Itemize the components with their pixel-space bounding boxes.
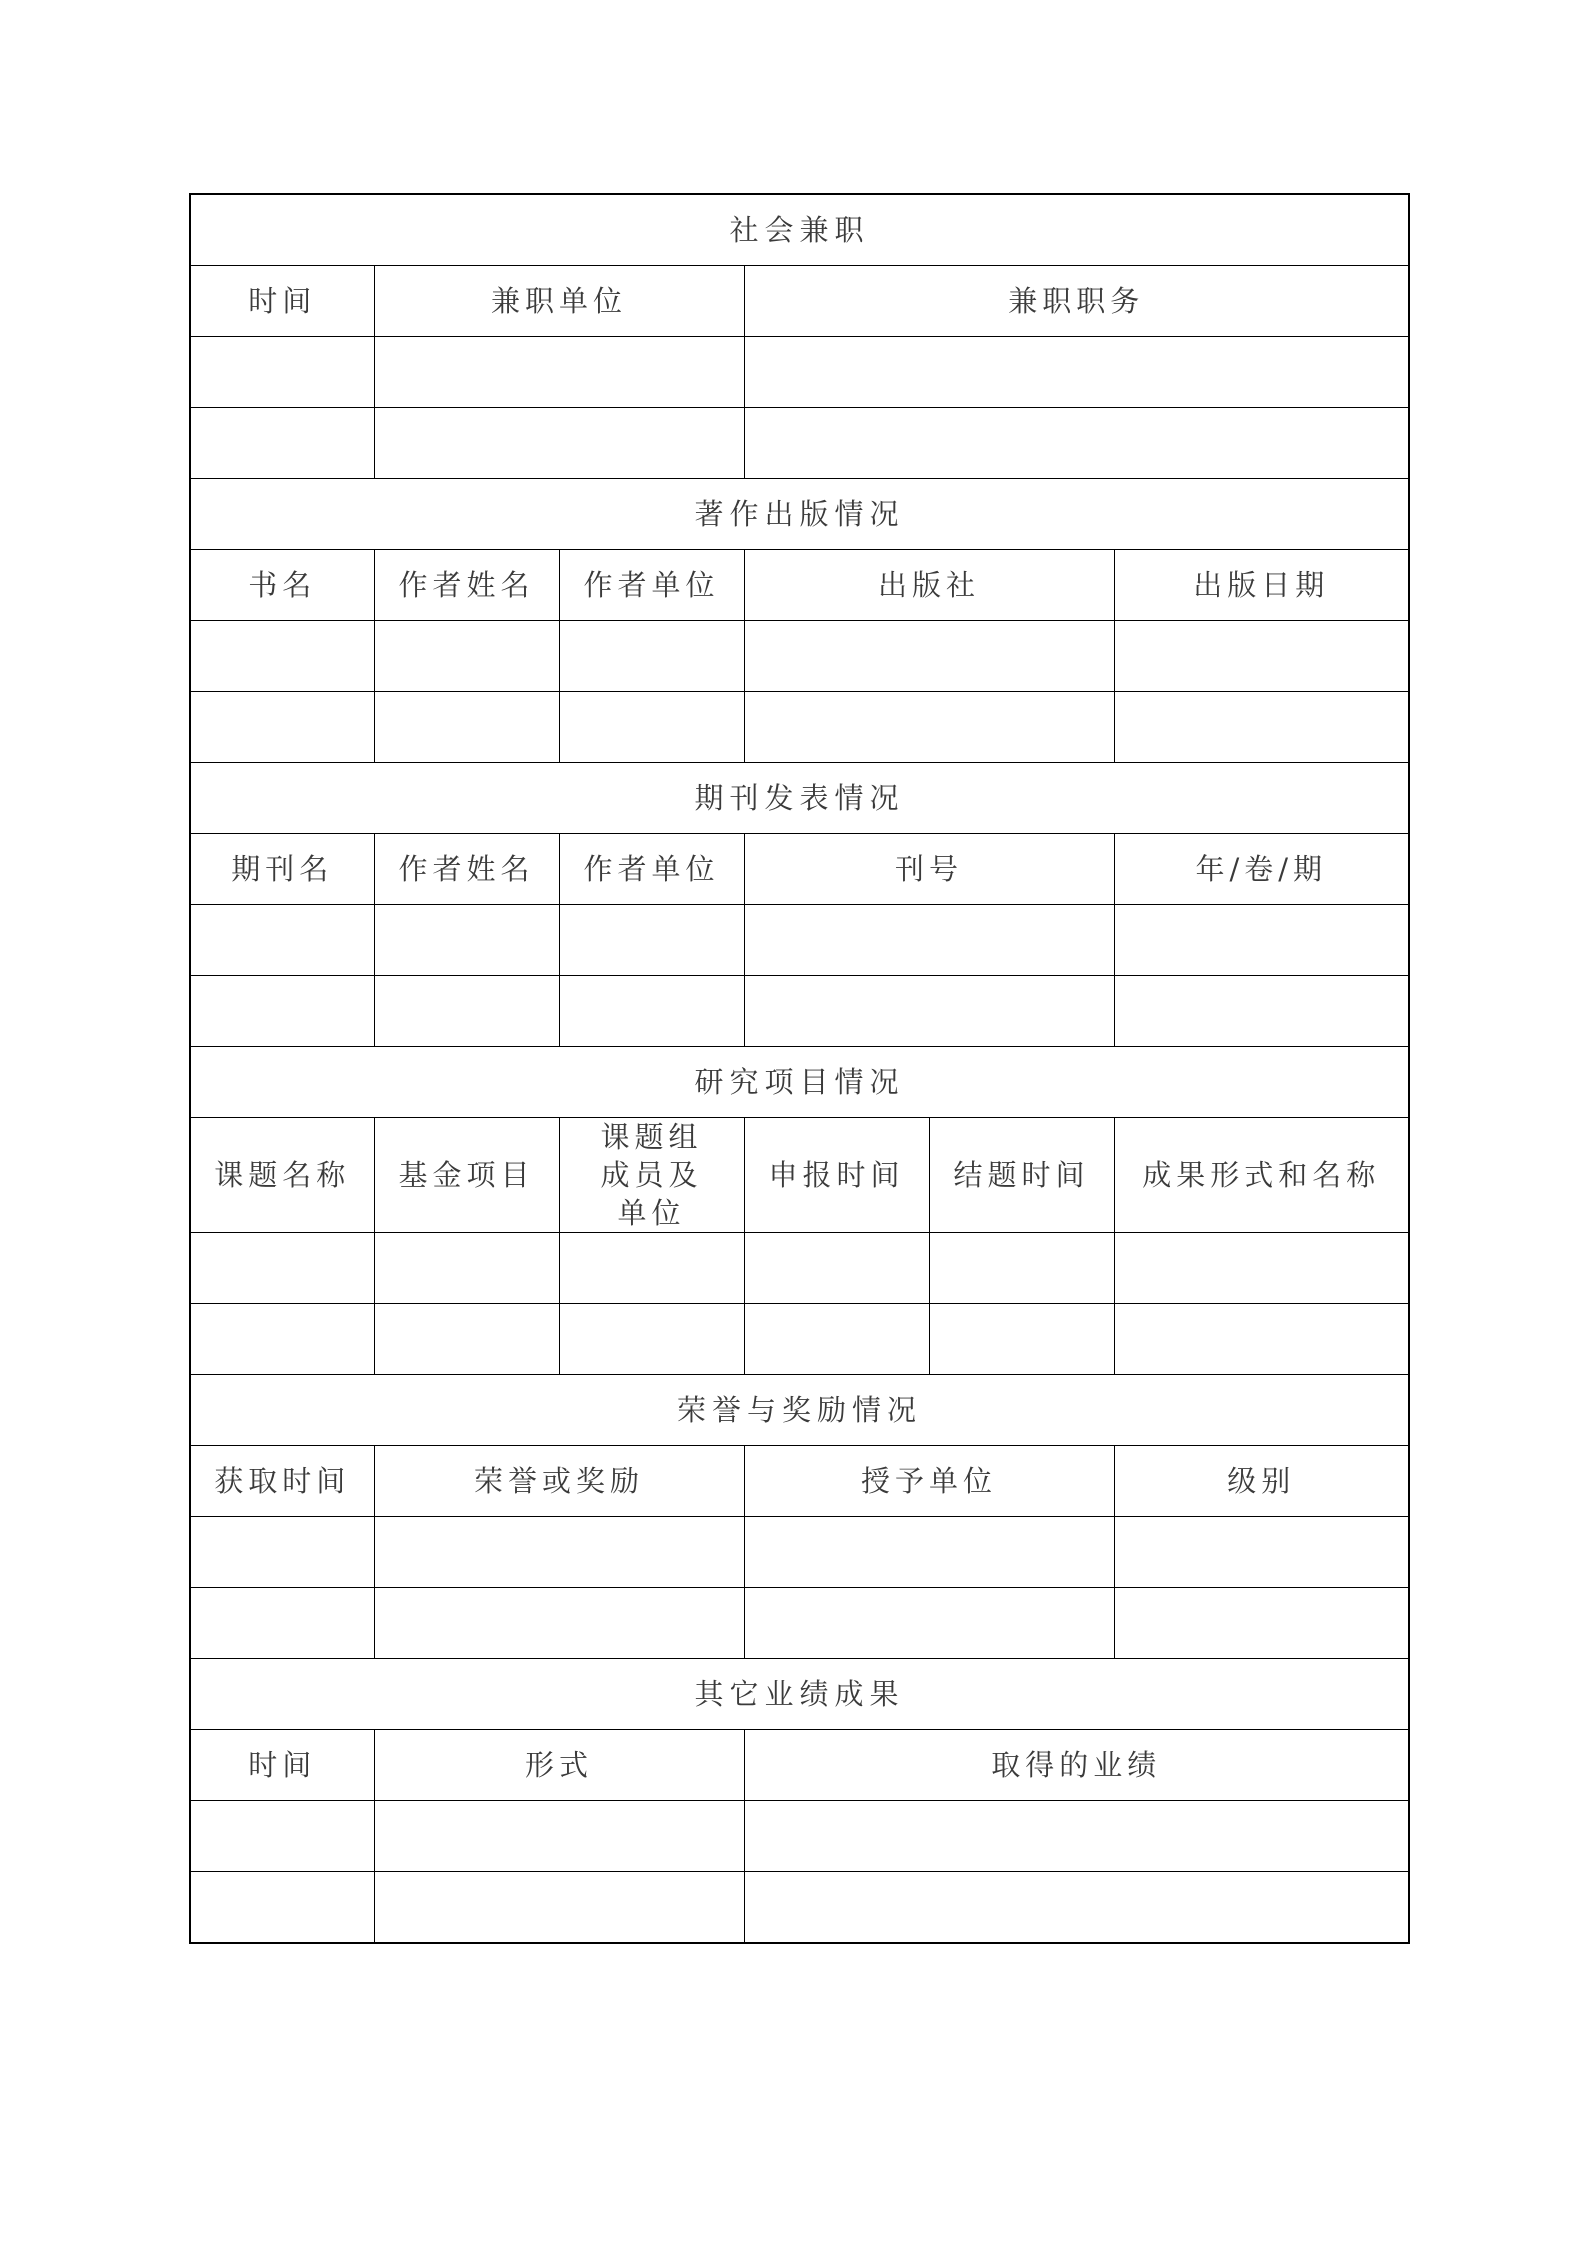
social-entry-row xyxy=(190,408,1409,479)
books-header-affiliation: 作者单位 xyxy=(559,550,744,621)
social-position-cell[interactable] xyxy=(744,337,1409,408)
books-author-cell[interactable] xyxy=(374,692,559,763)
journals-issue-cell[interactable] xyxy=(1114,905,1409,976)
journals-header-author: 作者姓名 xyxy=(374,834,559,905)
honors-award-cell[interactable] xyxy=(374,1517,744,1588)
other-time-cell[interactable] xyxy=(190,1872,374,1944)
books-affiliation-cell[interactable] xyxy=(559,621,744,692)
other-entry-row xyxy=(190,1801,1409,1872)
honors-entry-row xyxy=(190,1588,1409,1659)
books-section-title: 著作出版情况 xyxy=(190,479,1409,550)
section-title-row xyxy=(190,194,1409,266)
honors-level-cell[interactable] xyxy=(1114,1588,1409,1659)
research-apply-time-cell[interactable] xyxy=(744,1233,929,1304)
honors-grantor-cell[interactable] xyxy=(744,1517,1114,1588)
research-end-time-cell[interactable] xyxy=(929,1304,1114,1375)
honors-grantor-cell[interactable] xyxy=(744,1588,1114,1659)
books-header-name: 书名 xyxy=(190,550,374,621)
books-date-cell[interactable] xyxy=(1114,692,1409,763)
honors-section-title: 荣誉与奖励情况 xyxy=(190,1375,1409,1446)
books-name-cell[interactable] xyxy=(190,621,374,692)
other-header-achievement: 取得的业绩 xyxy=(744,1730,1409,1801)
research-header-members: 课题组成员及单位 xyxy=(600,1120,703,1230)
journals-author-cell[interactable] xyxy=(374,905,559,976)
header-row xyxy=(190,1118,1409,1233)
honors-award-cell[interactable] xyxy=(374,1588,744,1659)
journals-entry-row xyxy=(190,976,1409,1047)
social-time-cell[interactable] xyxy=(190,408,374,479)
books-author-cell[interactable] xyxy=(374,621,559,692)
social-header-unit: 兼职单位 xyxy=(374,266,744,337)
journals-affiliation-cell[interactable] xyxy=(559,905,744,976)
research-header-end-time: 结题时间 xyxy=(929,1118,1114,1233)
books-publisher-cell[interactable] xyxy=(744,621,1114,692)
other-time-cell[interactable] xyxy=(190,1801,374,1872)
honors-entry-row xyxy=(190,1517,1409,1588)
research-members-cell[interactable] xyxy=(559,1304,744,1375)
honors-header-time: 获取时间 xyxy=(190,1446,374,1517)
books-name-cell[interactable] xyxy=(190,692,374,763)
honors-time-cell[interactable] xyxy=(190,1588,374,1659)
journals-issn-cell[interactable] xyxy=(744,976,1114,1047)
research-header-topic: 课题名称 xyxy=(190,1118,374,1233)
research-fund-cell[interactable] xyxy=(374,1233,559,1304)
section-title-row xyxy=(190,1047,1409,1118)
header-row xyxy=(190,1730,1409,1801)
journals-header-name: 期刊名 xyxy=(190,834,374,905)
header-row xyxy=(190,1446,1409,1517)
honors-header-grantor: 授予单位 xyxy=(744,1446,1114,1517)
other-header-time: 时间 xyxy=(190,1730,374,1801)
journals-issn-cell[interactable] xyxy=(744,905,1114,976)
other-form-cell[interactable] xyxy=(374,1872,744,1944)
journals-header-issn: 刊号 xyxy=(744,834,1114,905)
social-unit-cell[interactable] xyxy=(374,408,744,479)
honors-header-level: 级别 xyxy=(1114,1446,1409,1517)
other-header-form: 形式 xyxy=(374,1730,744,1801)
section-title-row xyxy=(190,479,1409,550)
social-section-title: 社会兼职 xyxy=(190,194,1409,266)
honors-time-cell[interactable] xyxy=(190,1517,374,1588)
journals-author-cell[interactable] xyxy=(374,976,559,1047)
research-entry-row xyxy=(190,1304,1409,1375)
research-outcome-cell[interactable] xyxy=(1114,1304,1409,1375)
other-form-cell[interactable] xyxy=(374,1801,744,1872)
social-position-cell[interactable] xyxy=(744,408,1409,479)
social-header-time: 时间 xyxy=(190,266,374,337)
journals-name-cell[interactable] xyxy=(190,905,374,976)
header-row xyxy=(190,834,1409,905)
section-title-row xyxy=(190,1659,1409,1730)
section-title-row xyxy=(190,763,1409,834)
research-entry-row xyxy=(190,1233,1409,1304)
books-header-publisher: 出版社 xyxy=(744,550,1114,621)
research-topic-cell[interactable] xyxy=(190,1304,374,1375)
research-members-cell[interactable] xyxy=(559,1233,744,1304)
other-achievement-cell[interactable] xyxy=(744,1801,1409,1872)
journals-affiliation-cell[interactable] xyxy=(559,976,744,1047)
journals-name-cell[interactable] xyxy=(190,976,374,1047)
journals-entry-row xyxy=(190,905,1409,976)
research-header-fund: 基金项目 xyxy=(374,1118,559,1233)
research-section-title: 研究项目情况 xyxy=(190,1047,1409,1118)
section-title-row xyxy=(190,1375,1409,1446)
journals-header-issue: 年/卷/期 xyxy=(1114,834,1409,905)
research-header-apply-time: 申报时间 xyxy=(744,1118,929,1233)
other-achievement-cell[interactable] xyxy=(744,1872,1409,1944)
journals-section-title: 期刊发表情况 xyxy=(190,763,1409,834)
achievement-form xyxy=(189,193,1410,1944)
header-row xyxy=(190,266,1409,337)
research-end-time-cell[interactable] xyxy=(929,1233,1114,1304)
research-outcome-cell[interactable] xyxy=(1114,1233,1409,1304)
social-entry-row xyxy=(190,337,1409,408)
books-entry-row xyxy=(190,692,1409,763)
social-unit-cell[interactable] xyxy=(374,337,744,408)
honors-header-award: 荣誉或奖励 xyxy=(374,1446,744,1517)
research-header-members-cell xyxy=(559,1118,744,1233)
other-entry-row xyxy=(190,1872,1409,1944)
social-time-cell[interactable] xyxy=(190,337,374,408)
research-topic-cell[interactable] xyxy=(190,1233,374,1304)
books-publisher-cell[interactable] xyxy=(744,692,1114,763)
header-row xyxy=(190,550,1409,621)
books-affiliation-cell[interactable] xyxy=(559,692,744,763)
journals-issue-cell[interactable] xyxy=(1114,976,1409,1047)
other-section-title: 其它业绩成果 xyxy=(190,1659,1409,1730)
honors-level-cell[interactable] xyxy=(1114,1517,1409,1588)
books-entry-row xyxy=(190,621,1409,692)
journals-header-affiliation: 作者单位 xyxy=(559,834,744,905)
books-date-cell[interactable] xyxy=(1114,621,1409,692)
books-header-date: 出版日期 xyxy=(1114,550,1409,621)
social-header-position: 兼职职务 xyxy=(744,266,1409,337)
research-header-outcome: 成果形式和名称 xyxy=(1114,1118,1409,1233)
research-apply-time-cell[interactable] xyxy=(744,1304,929,1375)
research-fund-cell[interactable] xyxy=(374,1304,559,1375)
books-header-author: 作者姓名 xyxy=(374,550,559,621)
